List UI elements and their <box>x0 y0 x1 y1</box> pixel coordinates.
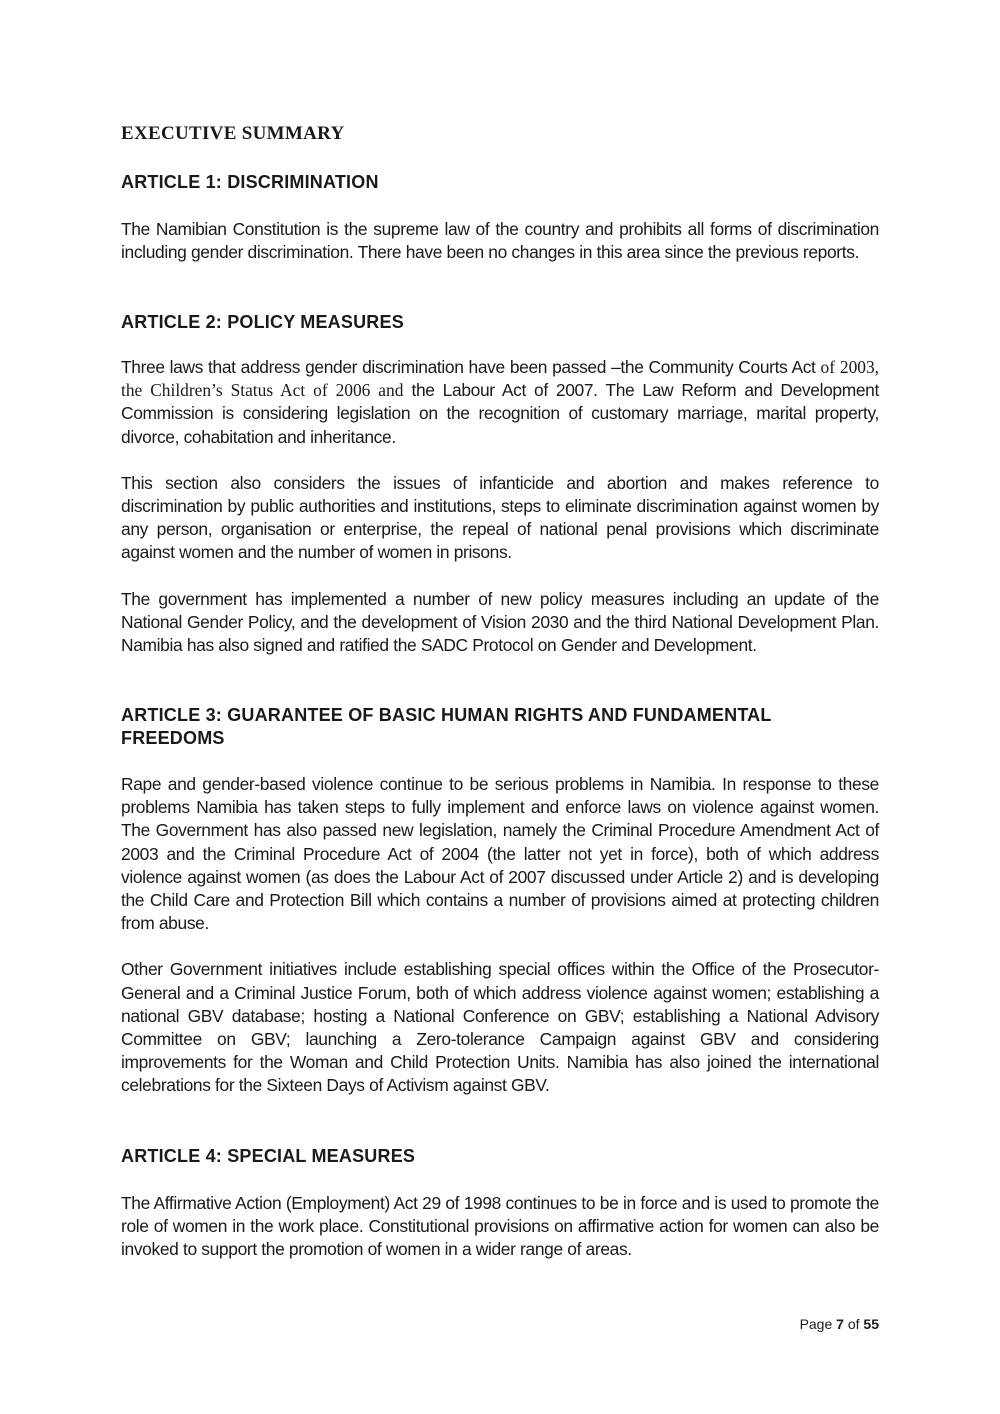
page-number-current: 7 <box>836 1316 844 1332</box>
article-2-paragraph-1 <box>121 356 879 449</box>
article-2-paragraph-1-part-2: of 2003, the Children’s Status Act of 2006 and <box>121 357 880 401</box>
document-title: EXECUTIVE SUMMARY <box>121 123 345 144</box>
article-3-heading: ARTICLE 3: GUARANTEE OF BASIC HUMAN RIGHTS AND FUNDAMENTAL FREEDOMS <box>121 705 772 748</box>
article-2-paragraph-3: The government has implemented a number of new policy measures including an update of the National Gender Policy, and the development of Vision 2030 and the third National Development Plan. Namibia has also signed and ratified the SADC Protocol on Gender and Development. <box>121 588 879 656</box>
page-number <box>800 1315 879 1333</box>
page-number-separator: of <box>843 1316 864 1332</box>
page-number-total: 55 <box>863 1316 879 1332</box>
article-3-paragraph-1: Rape and gender-based violence continue to be serious problems in Namibia. In response to these problems Namibia has taken steps to fully implement and enforce laws on violence against women. The Government has also passed new legislation, namely the Criminal Procedure Amendment Act of 2003 and the Criminal Procedure Act of 2004 (the latter not yet in force), both of which address violence against women (as does the Labour Act of 2007 discussed under Article 2) and is developing the Child Care and Protection Bill which contains a number of provisions aimed at protecting children from abuse. <box>121 774 879 934</box>
article-1-paragraph-1: The Namibian Constitution is the supreme law of the country and prohibits all forms of discrimination including gender discrimination. There have been no changes in this area since the previous reports. <box>121 219 879 263</box>
article-4-paragraph-1: The Affirmative Action (Employment) Act 29 of 1998 continues to be in force and is used to promote the role of women in the work place. Constitutional provisions on affirmative action for women can also be invoked to support the promotion of women in a wider range of areas. <box>121 1193 879 1260</box>
article-3-paragraph-2: Other Government initiatives include establishing special offices within the Office of the Prosecutor-General and a Criminal Justice Forum, both of which address violence against women; establishing a national GBV database; hosting a National Conference on GBV; establishing a National Advisory Committee on GBV; launching a Zero-tolerance Campaign against GBV and considering improvements for the Woman and Child Protection Units. Namibia has also joined the international celebrations for the Sixteen Days of Activism against GBV. <box>121 959 879 1096</box>
article-2-paragraph-1-part-3: the Labour Act of 2007. The Law Reform and Development Commission is considering legislation on the recognition of customary marriage, marital property, divorce, cohabitation and inheritance. <box>121 380 879 447</box>
article-2-paragraph-1-part-1: Three laws that address gender discrimination have been passed –the Community Courts Act <box>121 357 821 377</box>
page-number-prefix: Page <box>799 1316 837 1332</box>
article-4-heading: ARTICLE 4: SPECIAL MEASURES <box>121 1146 416 1166</box>
article-1-section <box>121 171 879 264</box>
article-2-paragraph-2: This section also considers the issues of infanticide and abortion and makes reference to discrimination by public authorities and institutions, steps to eliminate discrimination against women by any person, organisation or enterprise, the repeal of national penal provisions which discriminate against women and the number of women in prisons. <box>121 472 879 563</box>
article-1-heading: ARTICLE 1: DISCRIMINATION <box>121 172 379 192</box>
article-2-heading: ARTICLE 2: POLICY MEASURES <box>121 312 404 332</box>
article-3-section <box>121 704 879 1098</box>
article-2-section <box>121 311 879 657</box>
article-4-section <box>121 1145 879 1262</box>
